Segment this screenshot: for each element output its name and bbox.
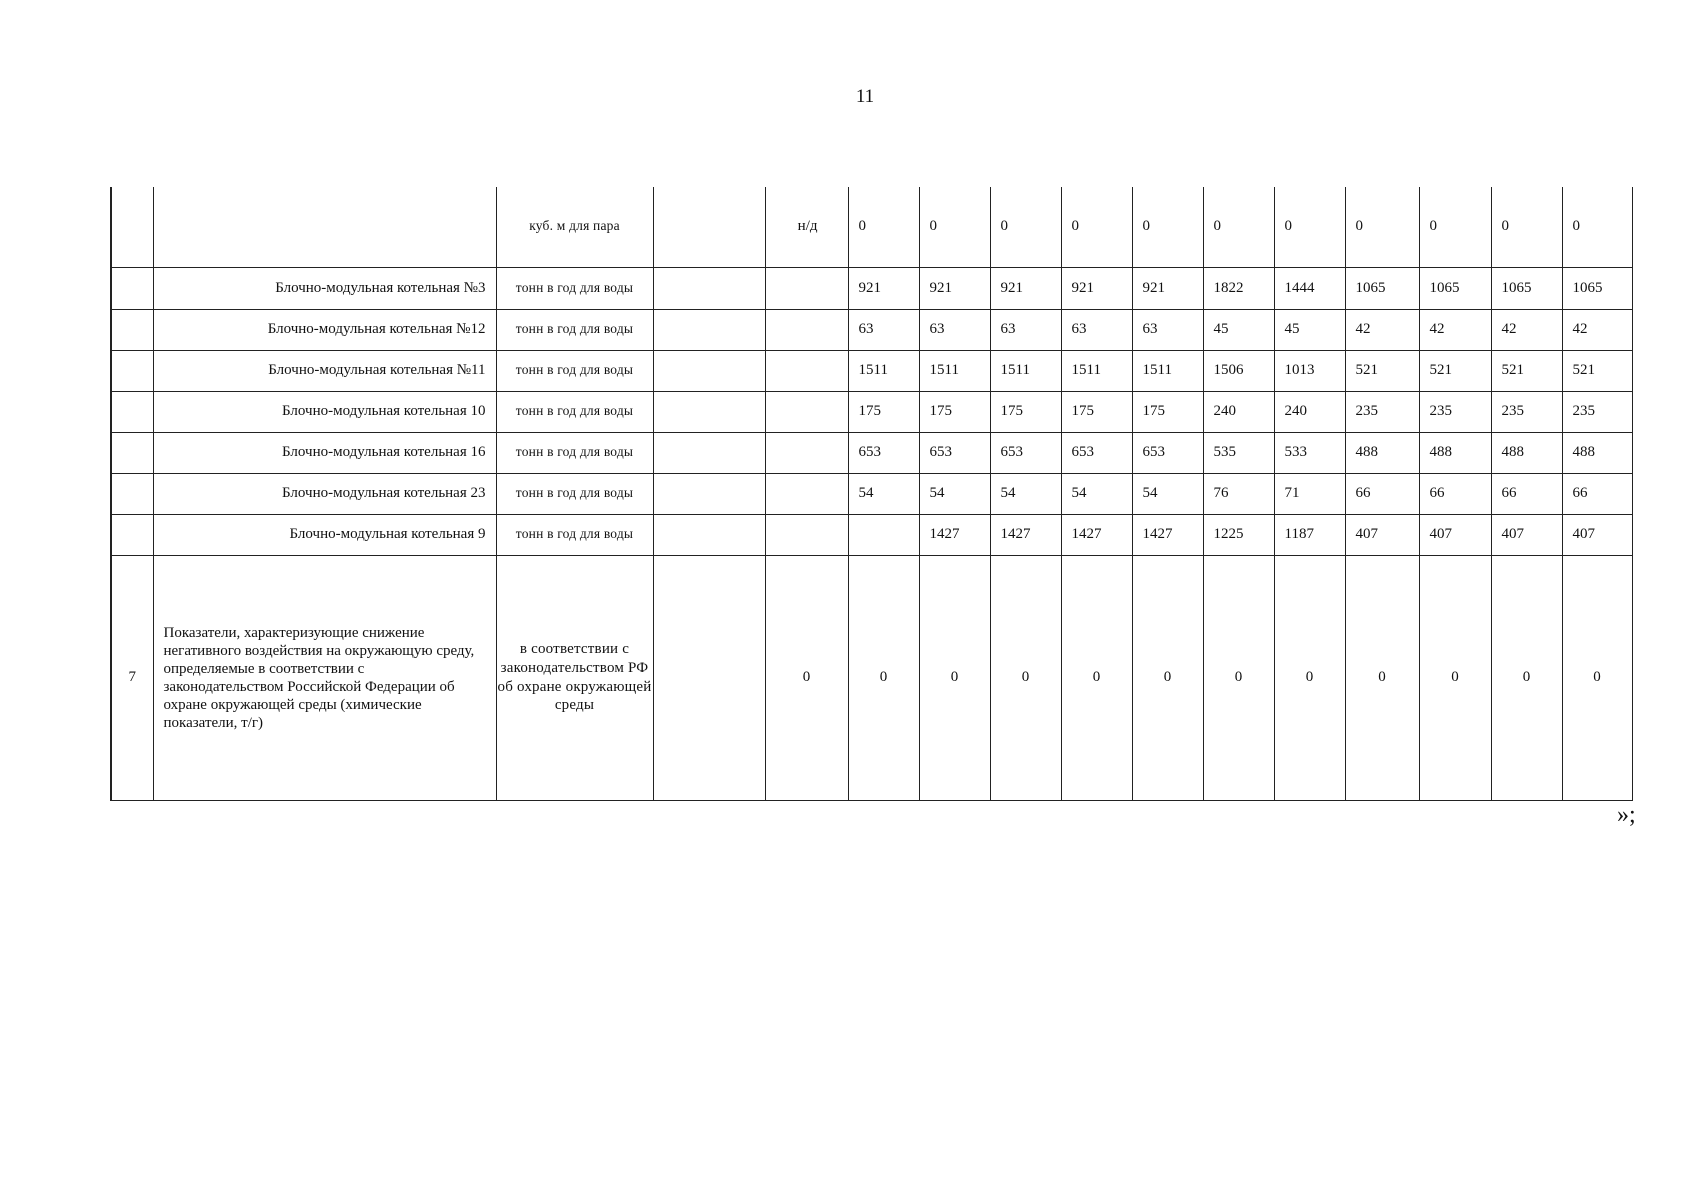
value-cell: 66 xyxy=(1419,473,1491,514)
page-number: 11 xyxy=(855,86,875,107)
value-cell: 235 xyxy=(1419,391,1491,432)
value-cell: 488 xyxy=(1491,432,1562,473)
value-cell: 488 xyxy=(1345,432,1419,473)
indicator-description-cell: Показатели, характеризующие снижение негативного воздействия на окружающую среду, определяемые в соответствии с законодательством Российской Федерации об охране окружающей среды (химические показатели, т/г) xyxy=(153,555,496,800)
nd-cell xyxy=(765,267,848,309)
value-cell xyxy=(848,514,919,555)
unit-cell: тонн в год для воды xyxy=(496,432,653,473)
table-row xyxy=(111,432,1632,473)
row-number-cell xyxy=(111,350,153,391)
value-cell: 235 xyxy=(1491,391,1562,432)
value-cell: 175 xyxy=(990,391,1061,432)
nd-cell xyxy=(765,473,848,514)
table-row xyxy=(111,514,1632,555)
value-cell: 63 xyxy=(990,309,1061,350)
value-cell: 71 xyxy=(1274,473,1345,514)
value-cell: 54 xyxy=(848,473,919,514)
value-cell: 407 xyxy=(1419,514,1491,555)
unit-cell: тонн в год для воды xyxy=(496,309,653,350)
value-cell: 1444 xyxy=(1274,267,1345,309)
value-cell: 0 xyxy=(1203,555,1274,800)
value-cell: 1511 xyxy=(990,350,1061,391)
value-cell: 521 xyxy=(1562,350,1632,391)
value-cell: 921 xyxy=(990,267,1061,309)
value-cell: 240 xyxy=(1203,391,1274,432)
value-cell: 0 xyxy=(1491,555,1562,800)
value-cell: 0 xyxy=(1132,555,1203,800)
data-table-container xyxy=(110,187,1633,801)
nd-cell xyxy=(765,391,848,432)
value-cell: 45 xyxy=(1274,309,1345,350)
value-cell: 1511 xyxy=(919,350,990,391)
empty-cell xyxy=(653,555,765,800)
value-cell: 240 xyxy=(1274,391,1345,432)
unit-cell: куб. м для пара xyxy=(496,187,653,267)
value-cell: 1065 xyxy=(1345,267,1419,309)
value-cell: 54 xyxy=(990,473,1061,514)
value-cell: 1065 xyxy=(1419,267,1491,309)
value-cell: 488 xyxy=(1419,432,1491,473)
value-cell: 175 xyxy=(1061,391,1132,432)
value-cell: 407 xyxy=(1491,514,1562,555)
value-cell: 0 xyxy=(919,555,990,800)
unit-cell: тонн в год для воды xyxy=(496,350,653,391)
value-cell: 653 xyxy=(1061,432,1132,473)
unit-cell: тонн в год для воды xyxy=(496,391,653,432)
value-cell: 175 xyxy=(1132,391,1203,432)
unit-cell: тонн в год для воды xyxy=(496,514,653,555)
unit-cell: тонн в год для воды xyxy=(496,267,653,309)
facility-name-cell xyxy=(153,187,496,267)
value-cell: 1511 xyxy=(848,350,919,391)
value-cell: 54 xyxy=(1132,473,1203,514)
nd-cell xyxy=(765,432,848,473)
empty-cell xyxy=(653,350,765,391)
facility-name-cell: Блочно-модульная котельная 23 xyxy=(153,473,496,514)
value-cell: 42 xyxy=(1419,309,1491,350)
value-cell: 0 xyxy=(1491,187,1562,267)
unit-cell: в соответствии с законодательством РФ об охране окружающей среды xyxy=(496,555,653,800)
closing-quote-mark: »; xyxy=(1617,802,1636,828)
value-cell: 76 xyxy=(1203,473,1274,514)
value-cell: 488 xyxy=(1562,432,1632,473)
value-cell: 0 xyxy=(1061,187,1132,267)
value-cell: 1013 xyxy=(1274,350,1345,391)
value-cell: 0 xyxy=(1562,555,1632,800)
value-cell: 1225 xyxy=(1203,514,1274,555)
value-cell: 54 xyxy=(1061,473,1132,514)
value-cell: 235 xyxy=(1562,391,1632,432)
row-number-cell xyxy=(111,473,153,514)
value-cell: 653 xyxy=(848,432,919,473)
value-cell: 0 xyxy=(1419,187,1491,267)
row-number-cell xyxy=(111,267,153,309)
row-number-cell: 7 xyxy=(111,555,153,800)
value-cell: 0 xyxy=(1562,187,1632,267)
value-cell: 66 xyxy=(1491,473,1562,514)
value-cell: 0 xyxy=(1203,187,1274,267)
value-cell: 54 xyxy=(919,473,990,514)
value-cell: 0 xyxy=(990,187,1061,267)
value-cell: 521 xyxy=(1491,350,1562,391)
value-cell: 175 xyxy=(919,391,990,432)
unit-cell: тонн в год для воды xyxy=(496,473,653,514)
facility-name-cell: Блочно-модульная котельная №3 xyxy=(153,267,496,309)
value-cell: 921 xyxy=(848,267,919,309)
table-row xyxy=(111,187,1632,267)
value-cell: 1822 xyxy=(1203,267,1274,309)
value-cell: 63 xyxy=(1132,309,1203,350)
value-cell: 63 xyxy=(1061,309,1132,350)
value-cell: 1427 xyxy=(990,514,1061,555)
value-cell: 521 xyxy=(1345,350,1419,391)
value-cell: 1511 xyxy=(1061,350,1132,391)
value-cell: 0 xyxy=(1345,555,1419,800)
table-row xyxy=(111,391,1632,432)
value-cell: 535 xyxy=(1203,432,1274,473)
empty-cell xyxy=(653,391,765,432)
value-cell: 235 xyxy=(1345,391,1419,432)
value-cell: 42 xyxy=(1491,309,1562,350)
value-cell: 42 xyxy=(1562,309,1632,350)
nd-cell: н/д xyxy=(765,187,848,267)
facility-name-cell: Блочно-модульная котельная 10 xyxy=(153,391,496,432)
value-cell: 0 xyxy=(919,187,990,267)
table-row-7 xyxy=(111,555,1632,800)
value-cell: 407 xyxy=(1562,514,1632,555)
value-cell: 63 xyxy=(848,309,919,350)
value-cell: 0 xyxy=(1419,555,1491,800)
nd-cell xyxy=(765,514,848,555)
value-cell: 1065 xyxy=(1562,267,1632,309)
value-cell: 407 xyxy=(1345,514,1419,555)
facility-name-cell: Блочно-модульная котельная №12 xyxy=(153,309,496,350)
empty-cell xyxy=(653,432,765,473)
value-cell: 0 xyxy=(848,555,919,800)
value-cell: 0 xyxy=(990,555,1061,800)
value-cell: 1187 xyxy=(1274,514,1345,555)
value-cell: 1427 xyxy=(1132,514,1203,555)
empty-cell xyxy=(653,514,765,555)
nd-cell xyxy=(765,309,848,350)
value-cell: 1511 xyxy=(1132,350,1203,391)
table-row xyxy=(111,350,1632,391)
nd-cell: 0 xyxy=(765,555,848,800)
value-cell: 921 xyxy=(919,267,990,309)
value-cell: 0 xyxy=(1274,555,1345,800)
value-cell: 653 xyxy=(919,432,990,473)
data-table xyxy=(110,187,1633,801)
value-cell: 653 xyxy=(1132,432,1203,473)
value-cell: 42 xyxy=(1345,309,1419,350)
value-cell: 533 xyxy=(1274,432,1345,473)
value-cell: 0 xyxy=(848,187,919,267)
facility-name-cell: Блочно-модульная котельная 9 xyxy=(153,514,496,555)
value-cell: 653 xyxy=(990,432,1061,473)
table-row xyxy=(111,267,1632,309)
value-cell: 921 xyxy=(1061,267,1132,309)
row-number-cell xyxy=(111,187,153,267)
value-cell: 66 xyxy=(1345,473,1419,514)
value-cell: 175 xyxy=(848,391,919,432)
value-cell: 63 xyxy=(919,309,990,350)
facility-name-cell: Блочно-модульная котельная №11 xyxy=(153,350,496,391)
value-cell: 521 xyxy=(1419,350,1491,391)
value-cell: 66 xyxy=(1562,473,1632,514)
row-number-cell xyxy=(111,391,153,432)
value-cell: 0 xyxy=(1061,555,1132,800)
row-number-cell xyxy=(111,514,153,555)
value-cell: 0 xyxy=(1274,187,1345,267)
value-cell: 1506 xyxy=(1203,350,1274,391)
table-body xyxy=(111,187,1632,800)
empty-cell xyxy=(653,309,765,350)
empty-cell xyxy=(653,473,765,514)
table-row xyxy=(111,309,1632,350)
empty-cell xyxy=(653,267,765,309)
row-number-cell xyxy=(111,432,153,473)
facility-name-cell: Блочно-модульная котельная 16 xyxy=(153,432,496,473)
value-cell: 921 xyxy=(1132,267,1203,309)
table-row xyxy=(111,473,1632,514)
value-cell: 0 xyxy=(1132,187,1203,267)
nd-cell xyxy=(765,350,848,391)
value-cell: 45 xyxy=(1203,309,1274,350)
value-cell: 1427 xyxy=(919,514,990,555)
empty-cell xyxy=(653,187,765,267)
value-cell: 0 xyxy=(1345,187,1419,267)
value-cell: 1065 xyxy=(1491,267,1562,309)
row-number-cell xyxy=(111,309,153,350)
value-cell: 1427 xyxy=(1061,514,1132,555)
